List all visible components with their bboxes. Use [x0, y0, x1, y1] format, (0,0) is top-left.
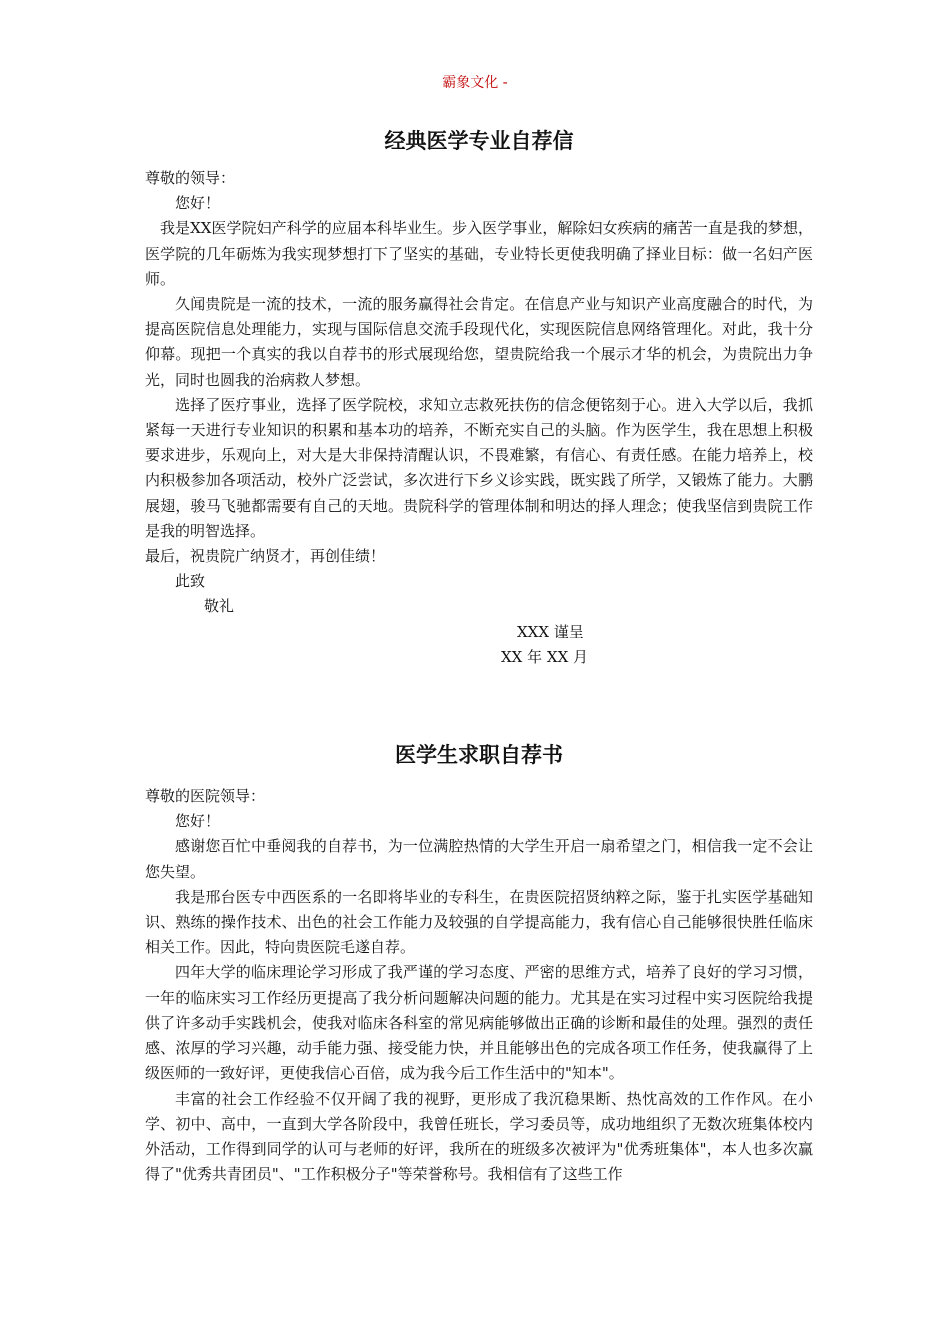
- letter-1-jingli: 敬礼: [204, 597, 235, 616]
- letter-2: [145, 738, 813, 1187]
- page-header: 霸象文化 -: [442, 75, 508, 91]
- document-body: [145, 124, 813, 1187]
- letter-1-paragraph: 久闻贵院是一流的技术，一流的服务赢得社会肯定。在信息产业与知识产业高度融合的时代，为提高医院信息处理能力，实现与国际信息交流手段现代化，实现医院信息网络管理化。对此，我十分仰幕。现把一个真实的我以自荐书的形式展现给您，望贵院给我一个展示才华的机会，为贵院出力争光，同时也圆我的治病救人梦想。: [145, 295, 813, 389]
- letter-2-paragraph: 我是邢台医专中西医系的一名即将毕业的专科生，在贵医院招贤纳粹之际，鉴于扎实医学基础知识、熟练的操作技术、出色的社会工作能力及较强的自学提高能力，我有信心自己能够很快胜任临床相关工作。因此，特向贵医院毛遂自荐。: [145, 887, 813, 957]
- letter-1-date: XX 年 XX 月: [501, 647, 589, 666]
- letter-2-salutation: 尊敬的医院领导：: [145, 787, 266, 806]
- letter-1-closing: 最后，祝贵院广纳贤才，再创佳绩！: [145, 547, 386, 566]
- letter-1-signature: XXX 谨呈: [517, 622, 584, 641]
- letter-1: [145, 124, 813, 670]
- letter-1-salutation: 尊敬的领导：: [145, 169, 236, 187]
- letter-1-paragraph: 我是XX医学院妇产科学的应届本科毕业生。步入医学事业，解除妇女疾病的痛苦一直是我的梦想，医学院的几年砺炼为我实现梦想打下了坚实的基础，专业特长更使我明确了择业目标：做一名妇产医师。: [145, 219, 813, 288]
- letter-2-paragraph: 感谢您百忙中垂阅我的自荐书，为一位满腔热情的大学生开启一扇希望之门，相信我一定不会让您失望。: [145, 837, 813, 881]
- letter-2-paragraph: 四年大学的临床理论学习形成了我严谨的学习态度、严密的思维方式，培养了良好的学习习惯，一年的临床实习工作经历更提高了我分析问题解决问题的能力。尤其是在实习过程中实习医院给我提供了许多动手实践机会，使我对临床各科室的常见病能够做出正确的诊断和最佳的处理。强烈的责任感、浓厚的学习兴趣，动手能力强、接受能力快，并且能够出色的完成各项工作任务，使我赢得了上级医师的一致好评，更使我信心百倍，成为我今后工作生活中的"知本"。: [145, 963, 813, 1083]
- letter-1-title: 经典医学专业自荐信: [384, 129, 574, 153]
- letter-2-greeting: 您好！: [175, 812, 221, 831]
- letter-2-paragraph: 丰富的社会工作经验不仅开阔了我的视野，更形成了我沉稳果断、热忱高效的工作作风。在小学、初中、高中，一直到大学各阶段中，我曾任班长，学习委员等，成功地组织了无数次班集体校内外活动，工作得到同学的认可与老师的好评，我所在的班级多次被评为"优秀班集体"，本人也多次赢得了"优秀共青团员"、"工作积极分子"等荣誉称号。我相信有了这些工作: [145, 1089, 813, 1184]
- letter-2-title: 医学生求职自荐书: [395, 743, 563, 768]
- letter-1-paragraph: 选择了医疗事业，选择了医学院校，求知立志救死扶伤的信念便铭刻于心。进入大学以后，我抓紧每一天进行专业知识的积累和基本功的培养，不断充实自己的头脑。作为医学生，我在思想上积极要求进步，乐观向上，对大是大非保持清醒认识，不畏难繁，有信心、有责任感。在能力培养上，校内积极参加各项活动，校外广泛尝试，多次进行下乡义诊实践，既实践了所学，又锻炼了能力。大鹏展翅，骏马飞驰都需要有自己的天地。贵院科学的管理体制和明达的择人理念；使我坚信到贵院工作是我的明智选择。: [145, 395, 813, 540]
- letter-1-greeting: 您好！: [175, 194, 221, 213]
- letter-1-cizhi: 此致: [175, 572, 206, 591]
